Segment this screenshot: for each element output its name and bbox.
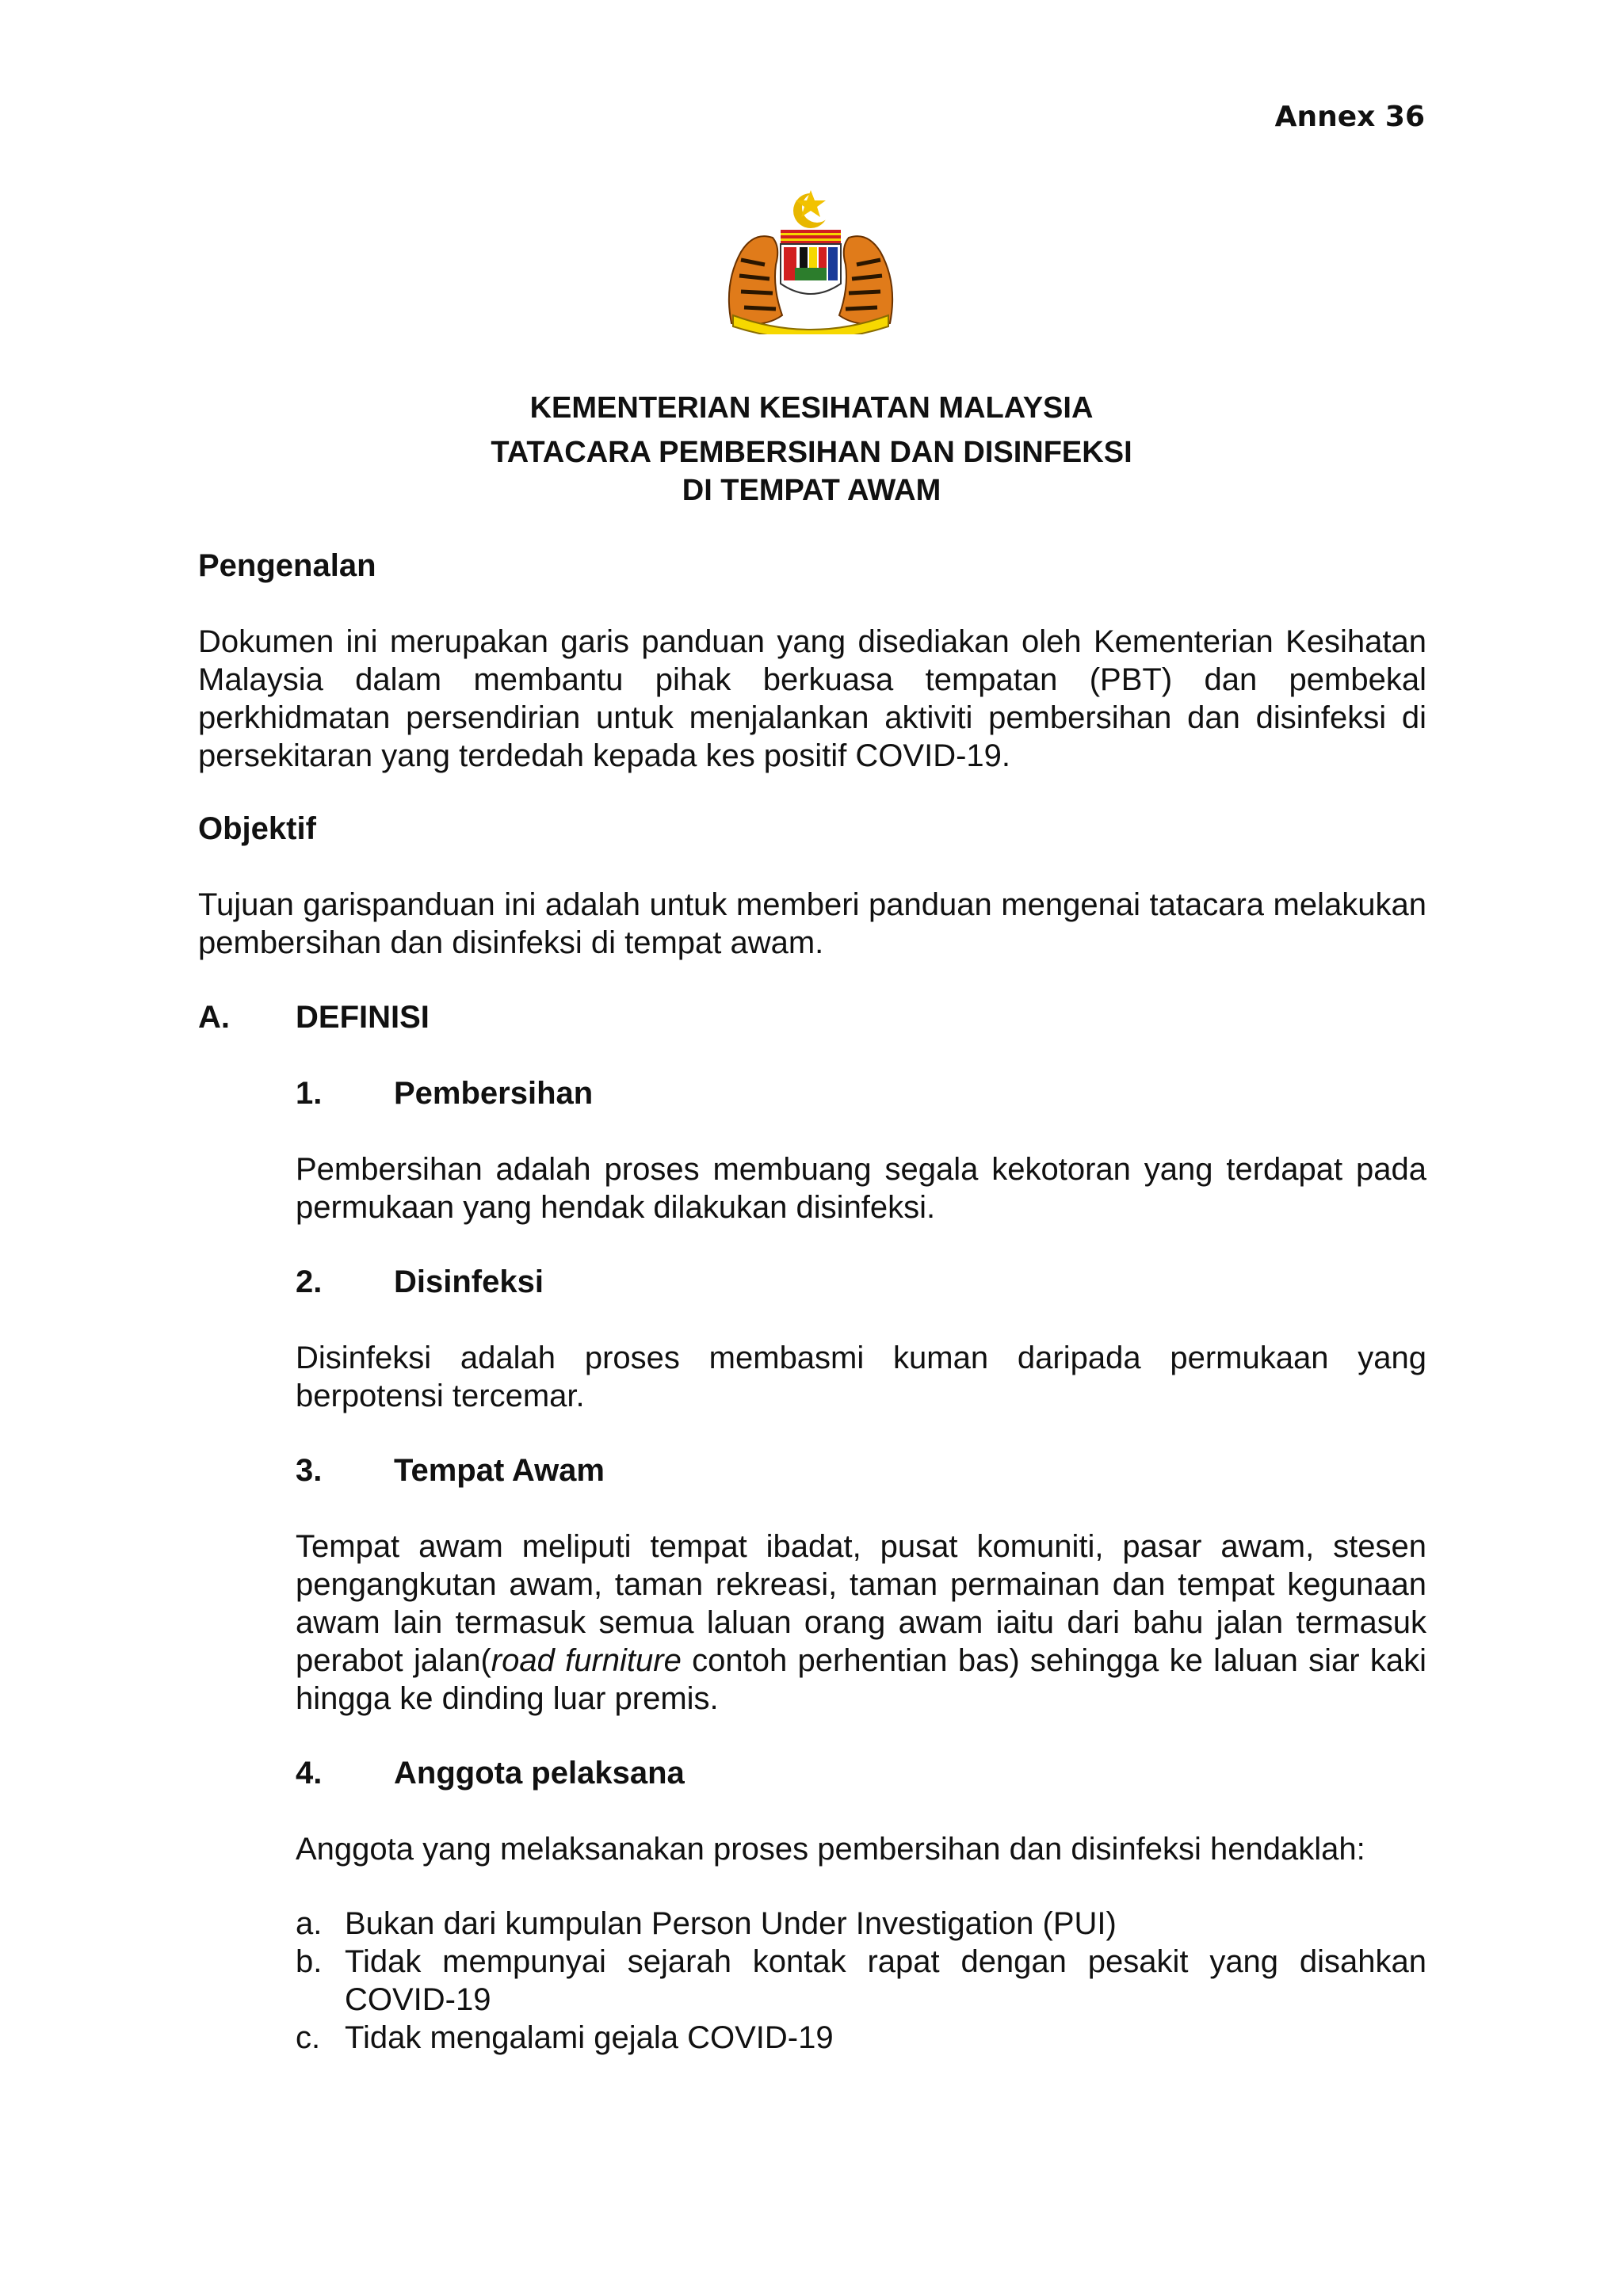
item-3-body-text-1: Tempat awam meliputi tempat ibadat, pusat komuniti, pasar awam, stesen pengangkutan awam, taman rekreasi, taman permainan dan tempat kegunaan awam lain termasuk semua laluan orang awam iaitu dari bahu jalan termasuk perabot jalan( [296,1529,1426,1678]
paragraph-pengenalan: Dokumen ini merupakan garis panduan yang disediakan oleh Kementerian Kesihatan Malaysia dalam membantu pihak berkuasa tempatan (PBT) dan pembekal perkhidmatan persendirian untuk menjalankan aktiviti pembersihan dan disinfeksi di persekitaran yang terdedah kepada kes positif COVID-19. [198,624,1426,773]
item-3-title: Tempat Awam [394,1453,605,1488]
item-2-body: Disinfeksi adalah proses membasmi kuman daripada permukaan yang berpotensi tercemar. [296,1341,1426,1413]
item-2-title: Disinfeksi [394,1264,544,1299]
document-title-line-2: DI TEMPAT AWAM [682,474,941,507]
item-3-heading [296,1451,1426,1489]
item-3-number: 3. [296,1453,323,1488]
heading-objektif: Objektif [198,811,316,846]
list-marker-b: b. [296,1944,323,1979]
list-marker-c: c. [296,2020,321,2055]
item-1-heading [296,1074,1426,1112]
list-marker-a: a. [296,1906,323,1941]
annex-label: Annex 36 [1274,101,1425,133]
item-1-title: Pembersihan [394,1076,594,1111]
item-3-body-italic: road furniture [491,1643,682,1678]
section-a-heading [198,998,1426,1036]
item-1-body: Pembersihan adalah proses membuang segala kekotoran yang terdapat pada permukaan yang hendak dilakukan disinfeksi. [296,1152,1426,1225]
heading-pengenalan: Pengenalan [198,548,376,583]
list-item [296,1905,1426,1943]
item-4-title: Anggota pelaksana [394,1756,685,1791]
list-text-c: Tidak mengalami gejala COVID-19 [345,2020,834,2055]
item-3-body [296,1527,1426,1718]
paragraph-objektif: Tujuan garispanduan ini adalah untuk memberi panduan mengenai tatacara melakukan pembersihan dan disinfeksi di tempat awam. [198,887,1426,960]
ministry-name: KEMENTERIAN KESIHATAN MALAYSIA [529,391,1094,425]
item-1-number: 1. [296,1076,323,1111]
list-item [296,2019,1426,2057]
item-3-body-text-2: contoh perhentian bas) sehingga ke laluan siar kaki hingga ke dinding luar premis. [296,1643,1426,1716]
list-text-b: Tidak mempunyai sejarah kontak rapat dengan pesakit yang disahkan COVID-19 [345,1944,1426,2017]
item-4-heading [296,1754,1426,1792]
item-4-intro: Anggota yang melaksanakan proses pembersihan dan disinfeksi hendaklah: [296,1832,1365,1867]
list-item [296,1943,1426,2019]
section-a-title: DEFINISI [296,1000,430,1035]
document-title-line-1: TATACARA PEMBERSIHAN DAN DISINFEKSI [491,436,1132,469]
item-4-number: 4. [296,1756,323,1791]
item-2-number: 2. [296,1264,323,1299]
section-a-letter: A. [198,1000,230,1035]
list-text-a: Bukan dari kumpulan Person Under Investigation (PUI) [345,1906,1117,1941]
coat-of-arms-logo [717,189,904,334]
item-2-heading [296,1263,1426,1301]
